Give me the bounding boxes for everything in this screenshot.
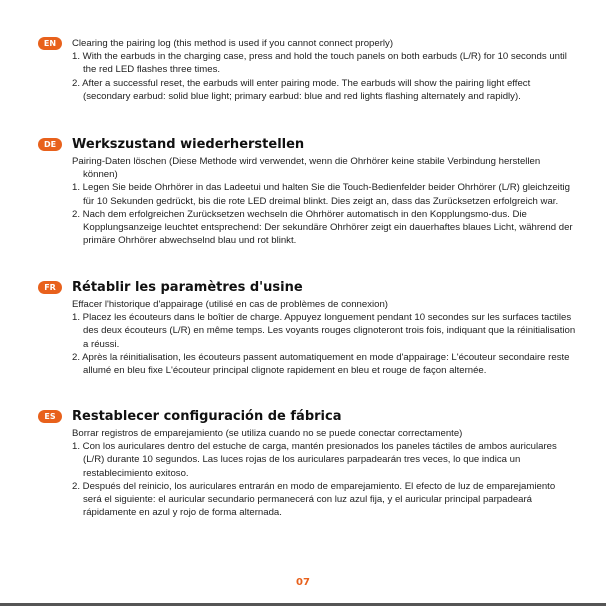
step-item-fr-1: 1. Placez les écouteurs dans le boîtier de charge. Appuyez longuement pendant 10 secondes sur les surfaces tactiles des deux écouteurs (L/R) en même temps. Les voyants rouges clignoteront trois fois, indiquant que la réinitialisation a réussi.: [72, 312, 576, 350]
section-german: [38, 138, 576, 247]
step-item-de-1: 1. Legen Sie beide Ohrhörer in das Ladeetui und halten Sie die Touch-Bedienfelder beider Ohrhörer (L/R) gleichzeitig für 10 Sekunden gedrückt, bis die rote LED dreimal blinkt. Dies zeigt an, dass das Zurücksetzen erfolgreich war.: [72, 182, 570, 207]
steps-list-es: [72, 440, 576, 519]
section-english: [38, 37, 576, 103]
section-content-es: [72, 408, 576, 519]
language-badge-en: EN: [38, 37, 62, 50]
language-badge-de: DE: [38, 138, 62, 151]
steps-list-fr: [72, 311, 576, 377]
intro-text-es: Borrar registros de emparejamiento (se utiliza cuando no se puede conectar correctamente): [72, 428, 463, 439]
section-title-de: Werkszustand wiederherstellen: [72, 137, 305, 152]
step-item-fr-2: 2. Après la réinitialisation, les écouteurs passent automatiquement en mode d'appairage: L'écouteur secondaire reste allumé en bleu fixe L'écouteur principal clignote rapidement en bleu et rouge de façon alternée.: [72, 351, 570, 377]
intro-text-fr: Effacer l'historique d'appairage (utilisé en cas de problèmes de connexion): [72, 299, 389, 310]
language-badge-es: ES: [38, 410, 62, 423]
step-item-de-2: 2. Nach dem erfolgreichen Zurücksetzen wechseln die Ohrhörer automatisch in den Kopplungsmo-dus. Die Kopplungsanzeige leuchtet entsprechend: Der sekundäre Ohrhörer zeigt ein dauerhaftes blaues Licht, während der primäre Ohrhörer abwechselnd blau und rot blinkt.: [72, 208, 573, 247]
page-number: 07: [296, 577, 310, 588]
steps-list-en: [72, 50, 576, 103]
section-spanish: [38, 410, 576, 519]
section-french: [38, 281, 576, 377]
section-content-fr: [72, 279, 576, 377]
section-content-de: [72, 136, 576, 247]
step-item-en-1: 1. With the earbuds in the charging case, press and hold the touch panels on both earbuds (L/R) for 10 seconds until the red LED flashes three times.: [72, 51, 567, 76]
step-item-es-1: 1. Con los auriculares dentro del estuche de carga, mantén presionados los paneles táctiles de ambos auriculares (L/R) durante 10 segundos. Las luces rojas de los auriculares parpadearán tres veces, lo que indica un restablecimiento exitoso.: [72, 441, 557, 479]
step-item-en-2: 2. After a successful reset, the earbuds will enter pairing mode. The earbuds will show the pairing light effect (secondary earbud: solid blue light; primary earbud: blue and red lights flashing alternately and rapidly).: [72, 77, 531, 102]
section-content-en: [72, 37, 576, 103]
section-title-fr: Rétablir les paramètres d'usine: [72, 280, 303, 295]
steps-list-de: [72, 181, 576, 247]
step-item-es-2: 2. Después del reinicio, los auriculares entrarán en modo de emparejamiento. El efecto de luz de emparejamiento será el siguiente: el auricular secundario permanecerá con luz azul fija, y el auricular principal parpadeará rápidamente en azul y rojo de forma alternada.: [72, 480, 556, 519]
language-badge-fr: FR: [38, 281, 62, 294]
intro-text-en: Clearing the pairing log (this method is used if you cannot connect properly): [72, 38, 394, 49]
intro-text-de: Pairing-Daten löschen (Diese Methode wird verwendet, wenn die Ohrhörer keine stabile Verbindung herstellen können): [72, 156, 541, 181]
section-title-es: Restablecer configuración de fábrica: [72, 409, 342, 424]
